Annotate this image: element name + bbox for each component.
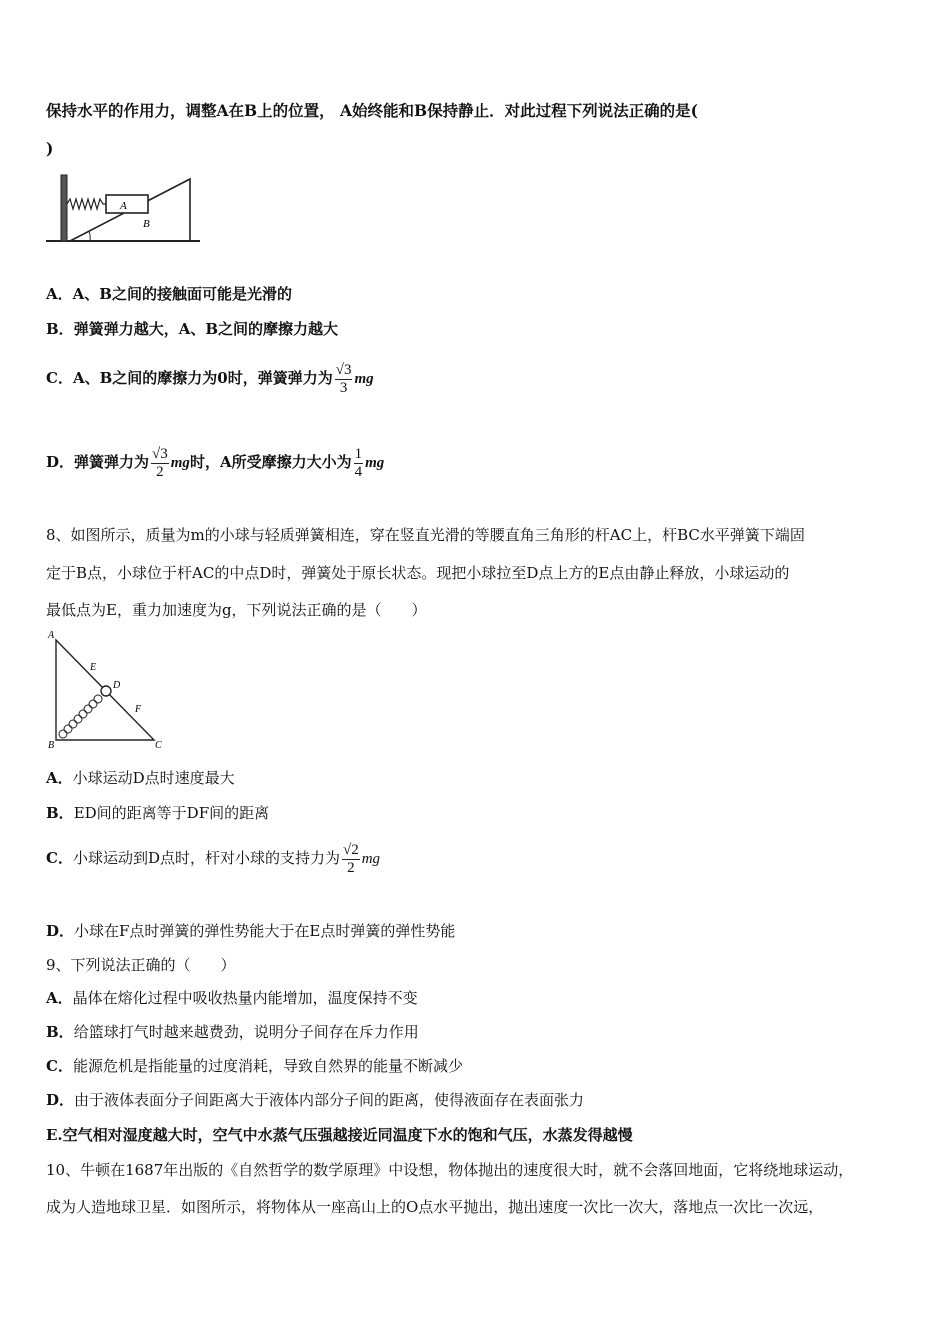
option-label: C． — [46, 369, 73, 387]
option-label: D． — [46, 922, 75, 940]
option-label: A． — [46, 769, 73, 787]
q8-option-a — [46, 768, 235, 788]
option-text: 由于液体表面分子间距离大于液体内部分子间的距离，使得液面存在表面张力 — [74, 1091, 585, 1109]
wall — [61, 175, 67, 241]
q7-option-c — [46, 360, 374, 397]
q9-option-a — [46, 988, 418, 1008]
option-text: E.空气相对湿度越大时，空气中水蒸气压强越接近同温度下水的饱和气压，水蒸发得越慢 — [46, 1126, 633, 1144]
label-b: B — [143, 218, 150, 230]
q7-figure-spring-wedge — [44, 170, 204, 245]
option-label: B． — [46, 1023, 74, 1041]
unit-mg: mg — [361, 851, 381, 867]
option-text: 弹簧弹力越大，A、B之间的摩擦力越大 — [73, 320, 339, 338]
block-a — [106, 195, 148, 213]
label-b: B — [48, 740, 55, 750]
option-text: 晶体在熔化过程中吸收热量内能增加，温度保持不变 — [72, 989, 418, 1007]
ball-d — [101, 686, 111, 696]
q9-option-e — [46, 1125, 633, 1145]
q9-option-d — [46, 1090, 584, 1110]
q7-stem-line-1: 保持水平的作用力，调整A在B上的位置， A始终能和B保持静止．对此过程下列说法正确的是( — [46, 101, 698, 120]
q8-stem-line-3: 最低点为E，重力加速度为g，下列说法正确的是（ ） — [46, 601, 427, 619]
label-e: E — [90, 662, 97, 673]
q8-option-c — [46, 840, 380, 877]
option-text: A、B之间的接触面可能是光滑的 — [72, 285, 292, 303]
angle-arc — [89, 231, 90, 241]
q8-figure-triangle — [40, 628, 170, 750]
option-label: C． — [46, 849, 73, 867]
option-label: C． — [46, 1057, 73, 1075]
option-text: 小球在F点时弹簧的弹性势能大于在E点时弹簧的弹性势能 — [74, 922, 456, 940]
fraction-sqrt3-over-2: $\frac{√3}{2}$ — [152, 445, 168, 480]
q8-option-d — [46, 921, 455, 941]
unit-mg: mg — [354, 371, 374, 387]
label-a: A — [48, 630, 55, 641]
q10-stem-line-2: 成为人造地球卫星．如图所示，将物体从一座高山上的O点水平抛出，抛出速度一次比一次大，落地点一次比一次远， — [46, 1198, 824, 1216]
option-label: A． — [46, 989, 73, 1007]
option-text: 时，A所受摩擦力大小为 — [189, 453, 352, 471]
q9-option-b — [46, 1022, 419, 1042]
option-label: A． — [46, 285, 73, 303]
label-c: C — [155, 740, 162, 750]
fraction-sqrt2-over-2: $\frac{√2}{2}$ — [342, 841, 359, 876]
q8-option-b — [46, 803, 269, 823]
option-label: B． — [46, 804, 74, 822]
option-text: A、B之间的摩擦力为0时，弹簧弹力为 — [72, 369, 333, 387]
option-text: 小球运动到D点时，杆对小球的支持力为 — [72, 849, 340, 867]
option-text: 小球运动D点时速度最大 — [72, 769, 235, 787]
option-text: 弹簧弹力为 — [74, 453, 150, 471]
q7-option-a — [46, 284, 292, 304]
q8-stem-line-1: 8、如图所示，质量为m的小球与轻质弹簧相连，穿在竖直光滑的等腰直角三角形的杆AC上，杆BC水平弹簧下端固 — [46, 526, 805, 544]
unit-mg: mg — [170, 455, 190, 471]
q8-stem-line-2: 定于B点，小球位于杆AC的中点D时，弹簧处于原长状态。现把小球拉至D点上方的E点由静止释放，小球运动的 — [46, 564, 790, 582]
unit-mg: mg — [365, 455, 385, 471]
spring — [67, 199, 106, 209]
label-d: D — [113, 680, 121, 691]
option-text: ED间的距离等于DF间的距离 — [73, 804, 270, 822]
option-label: D． — [46, 453, 75, 471]
q9-stem: 9、下列说法正确的（ ） — [46, 956, 236, 974]
label-a: A — [120, 200, 127, 212]
q7-stem-line-2: ) — [46, 139, 54, 158]
fraction-sqrt3-over-3: $\frac{√3}{3}$ — [335, 361, 352, 396]
spring-bd — [59, 695, 102, 738]
option-label: B． — [46, 320, 74, 338]
option-text: 给篮球打气时越来越费劲，说明分子间存在斥力作用 — [73, 1023, 419, 1041]
option-text: 能源危机是指能量的过度消耗，导致自然界的能量不断减少 — [72, 1057, 463, 1075]
option-label: D． — [46, 1091, 75, 1109]
q9-option-c — [46, 1056, 463, 1076]
label-f: F — [135, 704, 142, 715]
q7-option-d — [46, 444, 384, 481]
q10-stem-line-1: 10、牛顿在1687年出版的《自然哲学的数学原理》中设想，物体抛出的速度很大时，就不会落回地面，它将绕地球运动， — [46, 1161, 854, 1179]
q7-option-b — [46, 319, 338, 339]
fraction-1-over-4: $\frac{1}{4}$ — [354, 445, 363, 480]
